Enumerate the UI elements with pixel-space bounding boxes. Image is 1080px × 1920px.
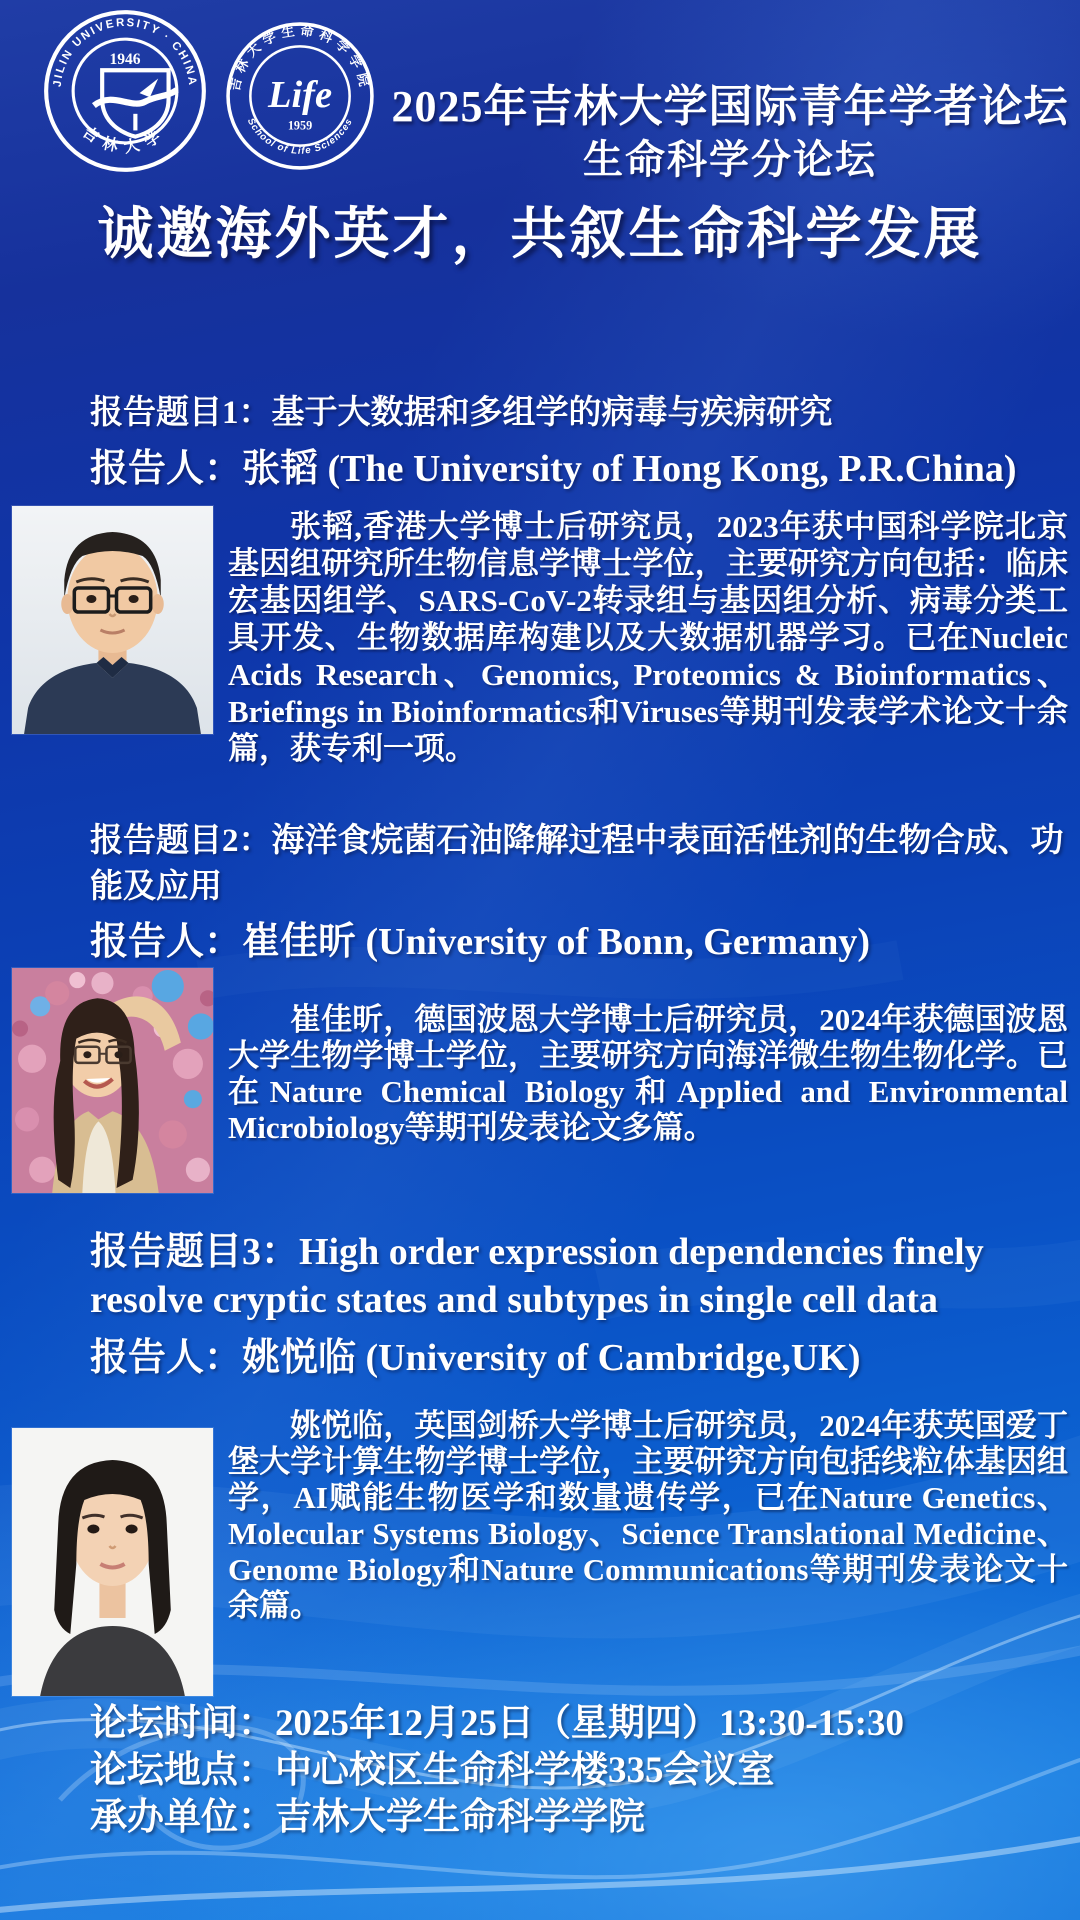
footer-location: 论坛地点：中心校区生命科学楼335会议室 (90, 1750, 775, 1791)
life-sciences-logo (224, 20, 376, 172)
talk-3-bio: 姚悦临，英国剑桥大学博士后研究员，2024年获英国爱丁堡大学计算生物学博士学位，主要研究方向包括线粒体基因组学，AI赋能生物医学和数量遗传学，已在Nature Genetics、Molecular Systems Biology、Science Translational Medicine、Genome Biology和Nature Communications等期刊发表论文十余篇。 (228, 1408, 1068, 1623)
jilin-university-logo (42, 8, 208, 174)
talk-2-speaker: 报告人：崔佳昕 (University of Bonn, Germany) (90, 921, 871, 963)
talk-1-title: 报告题目1：基于大数据和多组学的病毒与疾病研究 (90, 395, 833, 431)
life-year-label: 1959 (287, 118, 313, 133)
footer-organizer: 承办单位：吉林大学生命科学学院 (90, 1797, 645, 1838)
talk-1-speaker: 报告人：张韬 (The University of Hong Kong, P.R.China) (90, 448, 1017, 490)
forum-title-line1: 2025年吉林大学国际青年学者论坛 (391, 82, 1069, 131)
jlu-year-label: 1946 (109, 51, 141, 69)
talk-2-title: 报告题目2：海洋食烷菌石油降解过程中表面活性剂的生物合成、功能及应用 (90, 823, 1064, 905)
talk-3-title: 报告题目3：High order expression dependencies finely resolve cryptic states and subtypes in single cell data (90, 1231, 984, 1321)
main-headline: 诚邀海外英才，共叙生命科学发展 (97, 204, 983, 266)
speaker-photo-1 (12, 506, 213, 734)
forum-title-line2: 生命科学分论坛 (583, 137, 877, 182)
footer-info (90, 1700, 1050, 1841)
life-ring-text-bottom: School of Life Sciences (244, 116, 356, 157)
life-ring-text-top: 吉林大学生命科学学院 (226, 22, 374, 93)
speaker-photo-3 (12, 1428, 213, 1696)
life-script-label: Life (267, 74, 333, 117)
talk-2-bio: 崔佳昕，德国波恩大学博士后研究员，2024年获德国波恩大学生物学博士学位，主要研究方向海洋微生物生物化学。已在Nature Chemical Biology和Applied and Environmental Microbiology等期刊发表论文多篇。 (228, 1002, 1068, 1145)
speaker-photo-2 (12, 968, 213, 1193)
jlu-bird-icon (94, 79, 177, 106)
jlu-ring-text-top: JILIN UNIVERSITY · CHINA (51, 16, 199, 88)
talk-1-bio: 张韬,香港大学博士后研究员，2023年获中国科学院北京基因组研究所生物信息学博士学位，主要研究方向包括：临床宏基因组学、SARS-CoV-2转录组与基因组分析、病毒分类工具开发、生物数据库构建以及大数据机器学习。已在Nucleic Acids Research、Genomics, Proteomics & Bioinformatics、Briefings in Bioinformatics和Viruses等期刊发表学术论文十余篇，获专利一项。 (228, 509, 1068, 766)
talk-3-speaker: 报告人：姚悦临 (University of Cambridge,UK) (90, 1337, 861, 1379)
jlu-ring-text-bottom: 吉林大学 (79, 123, 171, 157)
footer-time: 论坛时间：2025年12月25日（星期四）13:30-15:30 (90, 1703, 904, 1744)
